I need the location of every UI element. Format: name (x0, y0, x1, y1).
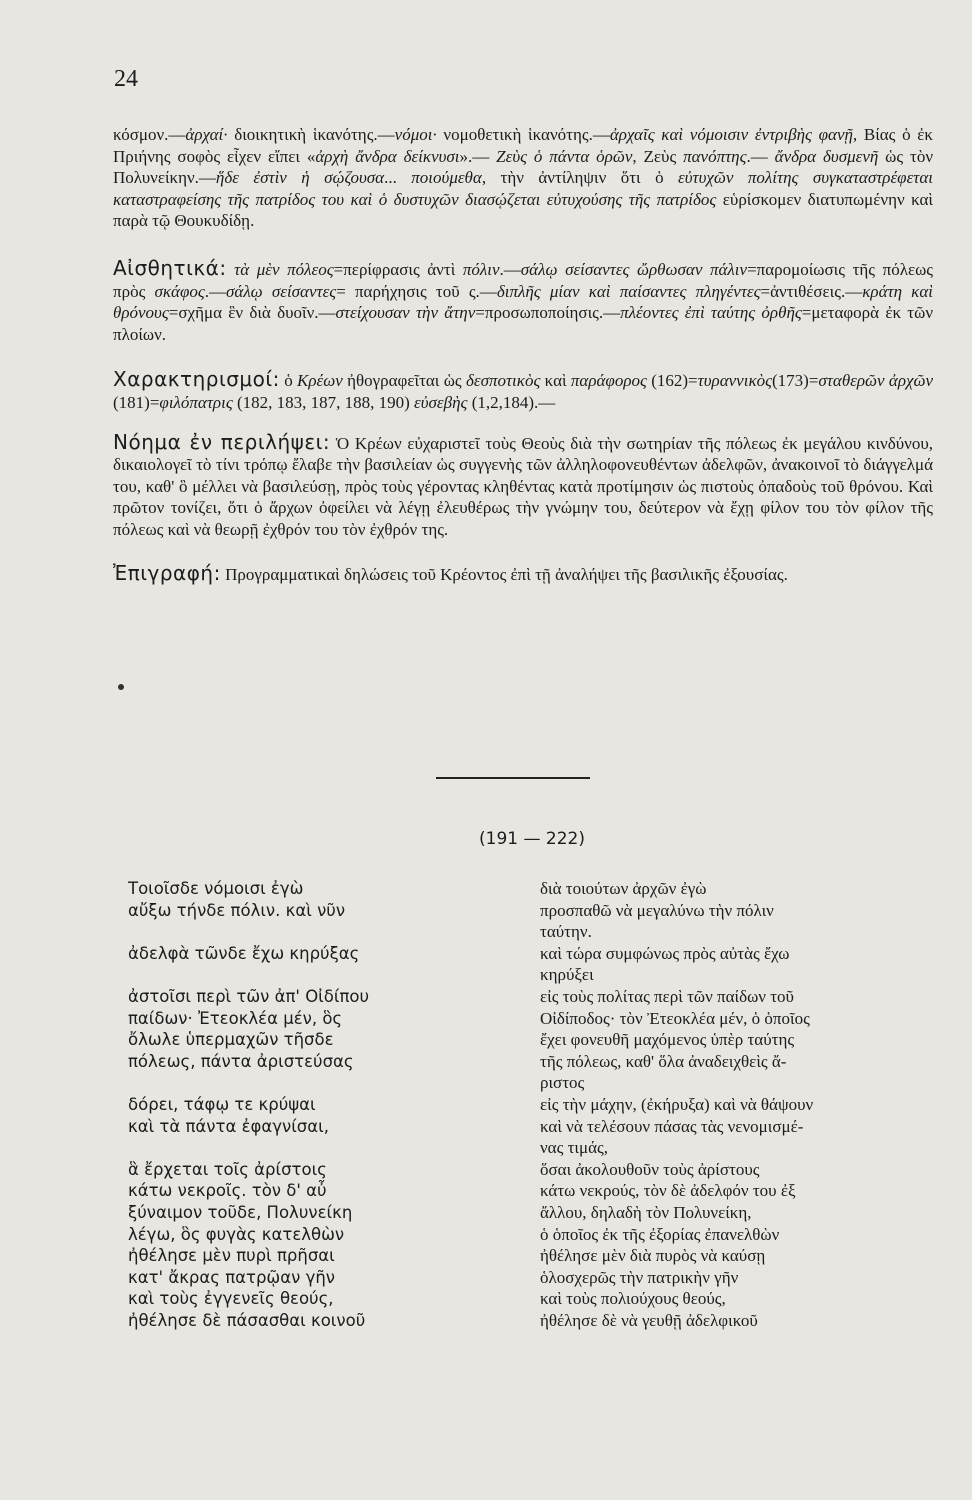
translation-line: ἠθέλησε μὲν διὰ πυρὸς νὰ καύσῃ (540, 1246, 766, 1266)
translation-line: προσπαθῶ νὰ μεγαλύνω τὴν πόλιν (540, 900, 774, 920)
translation-line: καὶ τοὺς πολιούχους θεούς, (540, 1289, 726, 1309)
commentary-glossary: κόσμον.—ἀρχαί· διοικητικὴ ἱκανότης.—νόμοι· νομοθετικὴ ἱκανότης.—ἀρχαῖς καὶ νόμοισιν ἐντριβὴς φανῇ, Βίας ὁ ἐκ Πριήνης σοφὸς εἶχεν εἴπει «ἀρχὴ ἄνδρα δείκνυσι».— Ζεὺς ὁ πάντα ὁρῶν, Ζεὺς πανόπτης.— ἄνδρα δυσμενῆ ὡς τὸν Πολυνείκην.—ἥδε ἐστὶν ἡ σῴζουσα... ποιούμεθα, τὴν ἀντίληψιν ὅτι ὁ εὐτυχῶν πολίτης συγκαταστρέφεται καταστραφείσης τῆς πατρίδος του καὶ ὁ δυστυχῶν διασῴζεται εὐτυχούσης τῆς πατρίδος εὑρίσκομεν διατυπωμένην καὶ παρὰ τῷ Θουκυδίδῃ. (113, 125, 934, 231)
greek-line: καὶ τὰ πάντα ἐφαγνίσαι, (128, 1116, 329, 1136)
title-heading: Ἐπιγραφή: (113, 560, 221, 585)
greek-text-column (128, 878, 488, 1331)
greek-line (128, 1072, 488, 1094)
summary-section: Νόημα ἐν περιλήψει: Ὁ Κρέων εὐχαριστεῖ τοὺς Θεοὺς διὰ τὴν σωτηρίαν τῆς πόλεως ἐκ μεγάλου κινδύνου, δικαιολογεῖ τὸ τίνι τρόπῳ ἔλαβε τὴν βασιλείαν ὡς συγγενὴς τῶν ἀλληλοφονευθέντων ἀδελφῶν, ἀνακοινοῖ τὸ διάγγελμά του, καθ' ὃ μέλλει νὰ βασιλεύσῃ, πρὸς τοὺς γέροντας κληθέντας κατὰ προτίμησιν ὡς πιστοὺς ὀπαδοὺς τοῦ θρόνου. Καὶ πρῶτον τονίζει, ὅτι ὁ ἄρχων ὀφείλει νὰ λέγῃ ἐλευθέρως τὴν γνώμην του, δεύτερον νὰ ἔχῃ φίλον του τὸν φίλον τῆς πόλεως καὶ νὰ θεωρῇ ἐχθρόν του τὸν ἐχθρόν της. (113, 429, 933, 539)
greek-line: καὶ τοὺς ἐγγενεῖς θεούς, (128, 1289, 334, 1309)
aesthetics-section: Αἰσθητικά: τὰ μὲν πόλεος=περίφρασις ἀντὶ πόλιν.—σάλῳ σείσαντες ὤρθωσαν πάλιν=παρομοίωσις τῆς πόλεως πρὸς σκάφος.—σάλῳ σείσαντες= παρήχησις τοῦ ς.—διπλῆς μίαν καὶ παίσαντες πληγέντες=ἀντιθέσεις.—κράτη καὶ θρόνους=σχῆμα ἓν διὰ δυοῖν.—στείχουσαν τὴν ἄτην=προσωποποίησις.—πλέοντες ἐπὶ ταύτης ὀρθῆς=μεταφορὰ ἐκ τῶν πλοίων. (113, 255, 934, 344)
greek-line: ἠθέλησε μὲν πυρὶ πρῆσαι (128, 1246, 335, 1266)
translation-column (540, 878, 950, 1331)
translation-line: καὶ τώρα συμφώνως πρὸς αὐτὰς ἔχω (540, 943, 790, 963)
verse-range: (191 — 222) (479, 829, 585, 849)
greek-line (128, 964, 488, 986)
page-number: 24 (114, 66, 138, 92)
translation-line: καὶ νὰ τελέσουν πάσας τὰς νενομισμέ- (540, 1116, 804, 1136)
greek-line: πόλεως, πάντα ἀριστεύσας (128, 1051, 354, 1071)
greek-line: κάτω νεκροῖς. τὸν δ' αὖ (128, 1181, 327, 1201)
greek-line: κατ' ἄκρας πατρῷαν γῆν (128, 1267, 336, 1287)
greek-line (128, 1137, 488, 1159)
title-section: Ἐπιγραφή: Προγραμματικαὶ δηλώσεις τοῦ Κρέοντος ἐπὶ τῇ ἀναλήψει τῆς βασιλικῆς ἐξουσίας. (113, 560, 788, 585)
translation-line: ἔχει φονευθῆ μαχόμενος ὑπὲρ ταύτης (540, 1030, 795, 1050)
translation-line: εἰς τοὺς πολίτας περὶ τῶν παίδων τοῦ (540, 986, 794, 1006)
summary-heading: Νόημα ἐν περιλήψει: (113, 429, 331, 454)
translation-line: ὅσαι ἀκολουθοῦν τοὺς ἀρίστους (540, 1159, 760, 1179)
translation-line: Οἰδίποδος· τὸν Ἐτεοκλέα μέν, ὁ ὁποῖος (540, 1008, 810, 1028)
translation-line: νας τιμάς, (540, 1138, 608, 1158)
greek-line: Τοιοῖσδε νόμοισι ἐγὼ (128, 879, 304, 898)
translation-line: διὰ τοιούτων ἀρχῶν ἐγὼ (540, 879, 707, 898)
greek-line: ἀστοῖσι περὶ τῶν ἀπ' Οἰδίπου (128, 986, 370, 1006)
greek-line: αὔξω τήνδε πόλιν. καὶ νῦν (128, 900, 346, 920)
aesthetics-heading: Αἰσθητικά: (113, 255, 227, 280)
translation-line: ἄλλου, δηλαδὴ τὸν Πολυνείκη, (540, 1202, 752, 1222)
translation-line: κάτω νεκρούς, τὸν δὲ ἀδελφόν του ἐξ (540, 1181, 796, 1201)
greek-line: ἃ ἔρχεται τοῖς ἀρίστοις (128, 1159, 327, 1179)
translation-line: ὁ ὁποῖος ἐκ τῆς ἐξορίας ἐπανελθὼν (540, 1224, 780, 1244)
section-divider (436, 777, 590, 779)
greek-line: ἀδελφὰ τῶνδε ἔχω κηρύξας (128, 943, 360, 963)
characterizations-section: Χαρακτηρισμοί: ὁ Κρέων ἠθογραφεῖται ὡς δεσποτικὸς καὶ παράφορος (162)=τυραννικὸς(173)=σταθερῶν ἀρχῶν (181)=φιλόπατρις (182, 183, 187, 188, 190) εὐσεβὴς (1,2,184).— (113, 367, 934, 412)
translation-line: κηρύξει (540, 965, 594, 985)
greek-line: ὄλωλε ὑπερμαχῶν τῆσδε (128, 1030, 334, 1050)
greek-line: ἠθέλησε δὲ πάσασθαι κοινοῦ (128, 1310, 366, 1330)
commentary (113, 124, 933, 585)
greek-line (128, 921, 488, 943)
translation-line: ἠθέλησε δὲ νὰ γευθῇ ἀδελφικοῦ (540, 1310, 758, 1330)
greek-line: λέγω, ὃς φυγὰς κατελθὼν (128, 1224, 345, 1244)
greek-line: παίδων· Ἐτεοκλέα μέν, ὃς (128, 1008, 343, 1028)
translation-line: εἰς τὴν μάχην, (ἐκήρυξα) καὶ νὰ θάψουν (540, 1094, 814, 1114)
translation-line: ριστος (540, 1073, 585, 1093)
characterizations-heading: Χαρακτηρισμοί: (113, 367, 280, 392)
translation-line: ταύτην. (540, 922, 592, 942)
translation-line: τῆς πόλεως, καθ' ὅλα ἀναδειχθεὶς ἄ- (540, 1051, 787, 1071)
greek-line: ξύναιμον τοῦδε, Πολυνείκη (128, 1202, 353, 1222)
margin-dot (118, 684, 124, 690)
greek-line: δόρει, τάφῳ τε κρύψαι (128, 1094, 316, 1114)
translation-line: ὁλοσχερῶς τὴν πατρικὴν γῆν (540, 1267, 739, 1287)
